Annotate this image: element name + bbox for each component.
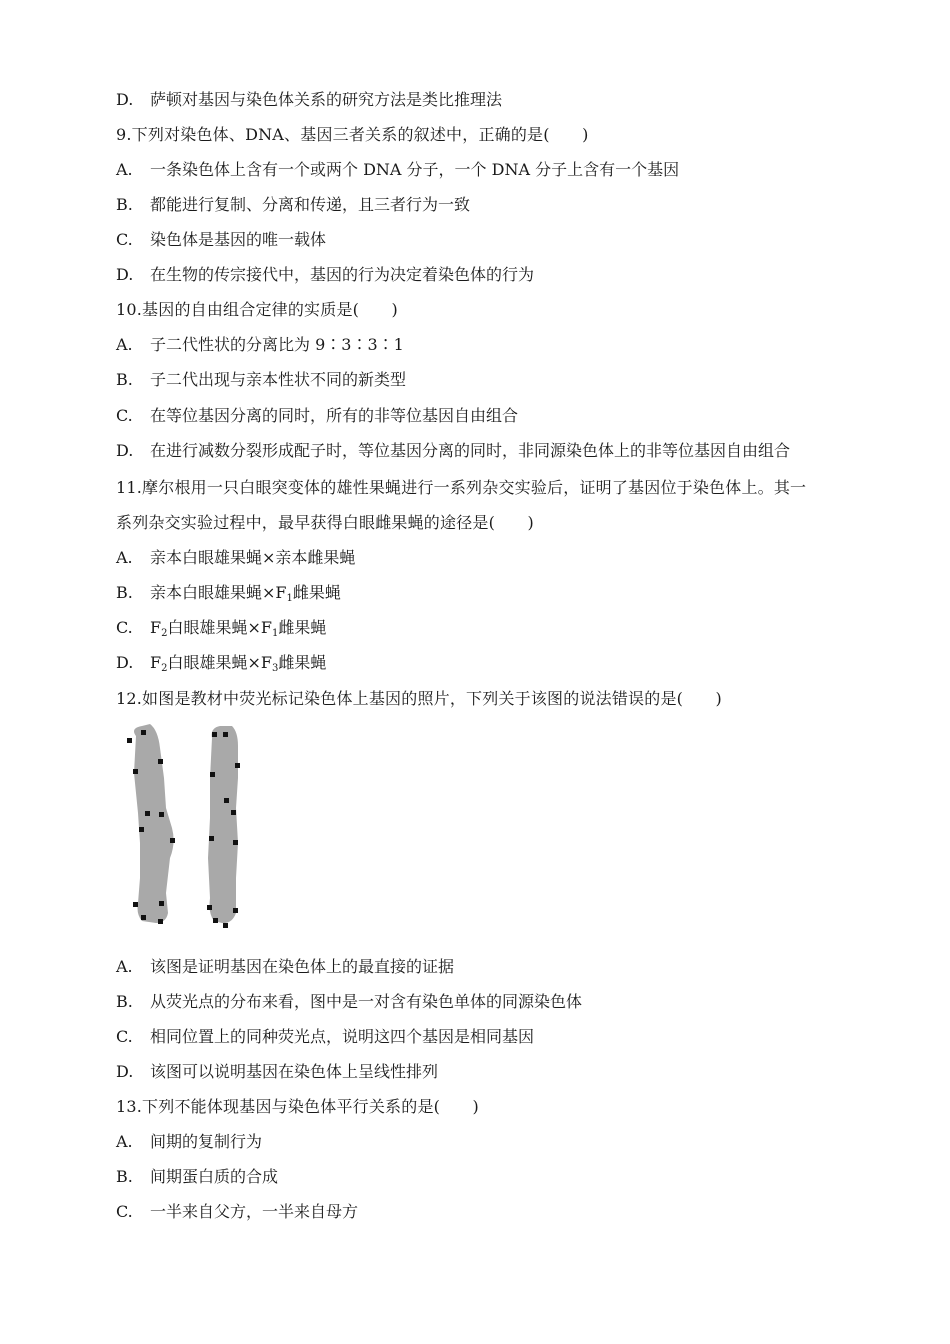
q13-stem: 13.下列不能体现基因与染色体平行关系的是( ) xyxy=(116,1097,479,1116)
q13-option-a xyxy=(116,1132,262,1152)
option-letter: B. xyxy=(116,370,133,389)
fluorescent-dot xyxy=(231,810,236,815)
option-text-post: 雌果蝇 xyxy=(278,653,327,672)
option-letter: A. xyxy=(116,1132,133,1151)
subscript: 2 xyxy=(161,628,168,639)
fluorescent-dot xyxy=(233,908,238,913)
chromosome-figure xyxy=(120,718,250,936)
q8-option-d xyxy=(116,90,502,110)
option-text: 该图可以说明基因在染色体上呈线性排列 xyxy=(150,1062,439,1081)
option-letter: B. xyxy=(116,1167,133,1186)
q10-option-d xyxy=(116,441,790,461)
q9-stem: 9.下列对染色体、DNA、基因三者关系的叙述中，正确的是( ) xyxy=(116,125,589,144)
option-text: 一条染色体上含有一个或两个 DNA 分子，一个 DNA 分子上含有一个基因 xyxy=(150,160,680,179)
fluorescent-dot xyxy=(133,769,138,774)
q9-option-c xyxy=(116,230,326,250)
option-text-pre: F xyxy=(150,653,162,672)
fluorescent-dot xyxy=(141,730,146,735)
fluorescent-dot xyxy=(213,918,218,923)
fluorescent-dot xyxy=(127,738,132,743)
option-text: 一半来自父方，一半来自母方 xyxy=(150,1202,359,1221)
fluorescent-dot xyxy=(209,836,214,841)
option-letter: C. xyxy=(116,230,133,249)
chromosome-left xyxy=(134,724,174,923)
chromosome-right xyxy=(208,726,238,923)
option-text: 在生物的传宗接代中，基因的行为决定着染色体的行为 xyxy=(150,265,535,284)
q12-option-b xyxy=(116,992,582,1012)
option-text: 萨顿对基因与染色体关系的研究方法是类比推理法 xyxy=(150,90,503,109)
option-text-post: 雌果蝇 xyxy=(278,618,327,637)
option-text: 亲本白眼雄果蝇×亲本雌果蝇 xyxy=(150,548,356,567)
option-text: 子二代出现与亲本性状不同的新类型 xyxy=(150,370,407,389)
q10-option-c xyxy=(116,406,518,426)
option-text: 都能进行复制、分离和传递，且三者行为一致 xyxy=(150,195,471,214)
fluorescent-dot xyxy=(233,840,238,845)
fluorescent-dot xyxy=(210,772,215,777)
option-letter: A. xyxy=(116,160,133,179)
q12-option-a xyxy=(116,957,454,977)
option-letter: D. xyxy=(116,1062,134,1081)
option-text-pre: 亲本白眼雄果蝇×F xyxy=(150,583,287,602)
option-letter: D. xyxy=(116,441,134,460)
q12-stem: 12.如图是教材中荧光标记染色体上基因的照片，下列关于该图的说法错误的是( ) xyxy=(116,689,722,708)
q12-option-d xyxy=(116,1062,438,1082)
option-text-pre: F xyxy=(150,618,162,637)
subscript: 2 xyxy=(161,663,168,674)
option-text: 子二代性状的分离比为 9∶3∶3∶1 xyxy=(150,335,404,354)
fluorescent-dot xyxy=(159,812,164,817)
fluorescent-dot xyxy=(159,901,164,906)
option-letter: B. xyxy=(116,583,133,602)
fluorescent-dot xyxy=(141,915,146,920)
q13-option-c xyxy=(116,1202,358,1222)
q10-stem: 10.基因的自由组合定律的实质是( ) xyxy=(116,300,398,319)
option-text: 该图是证明基因在染色体上的最直接的证据 xyxy=(150,957,455,976)
q13-option-b xyxy=(116,1167,278,1187)
option-text: 在等位基因分离的同时，所有的非等位基因自由组合 xyxy=(150,406,519,425)
subscript: 1 xyxy=(272,628,279,639)
fluorescent-dot xyxy=(207,905,212,910)
q11-option-b xyxy=(116,583,341,603)
fluorescent-dot xyxy=(223,732,228,737)
q9-option-a xyxy=(116,160,679,180)
fluorescent-dot xyxy=(224,798,229,803)
q11-stem-line1: 11.摩尔根用一只白眼突变体的雄性果蝇进行一系列杂交实验后，证明了基因位于染色体上。其一 xyxy=(116,478,807,497)
option-letter: A. xyxy=(116,957,133,976)
option-text: 相同位置上的同种荧光点，说明这四个基因是相同基因 xyxy=(150,1027,535,1046)
option-letter: D. xyxy=(116,90,134,109)
q10-option-a xyxy=(116,335,404,355)
subscript: 3 xyxy=(272,663,279,674)
option-text: 从荧光点的分布来看，图中是一对含有染色单体的同源染色体 xyxy=(150,992,583,1011)
fluorescent-dot xyxy=(145,811,150,816)
option-letter: C. xyxy=(116,406,133,425)
option-text: 在进行减数分裂形成配子时，等位基因分离的同时，非同源染色体上的非等位基因自由组合 xyxy=(150,441,791,460)
fluorescent-dot xyxy=(170,838,175,843)
chromosome-svg xyxy=(120,718,250,936)
option-text-mid: 白眼雄果蝇×F xyxy=(167,653,272,672)
option-text: 染色体是基因的唯一载体 xyxy=(150,230,327,249)
q9-option-b xyxy=(116,195,470,215)
subscript: 1 xyxy=(286,593,293,604)
q11-option-c xyxy=(116,618,326,638)
option-letter: A. xyxy=(116,548,133,567)
option-text-mid: 白眼雄果蝇×F xyxy=(167,618,272,637)
option-letter: A. xyxy=(116,335,133,354)
option-letter: C. xyxy=(116,1202,133,1221)
fluorescent-dot xyxy=(223,923,228,928)
fluorescent-dot xyxy=(235,763,240,768)
q10-option-b xyxy=(116,370,406,390)
q9-option-d xyxy=(116,265,534,285)
option-letter: C. xyxy=(116,1027,133,1046)
option-letter: B. xyxy=(116,195,133,214)
option-letter: C. xyxy=(116,618,133,637)
q12-option-c xyxy=(116,1027,534,1047)
q11-option-d xyxy=(116,653,326,673)
option-text: 间期蛋白质的合成 xyxy=(150,1167,279,1186)
fluorescent-dot xyxy=(212,732,217,737)
q11-option-a xyxy=(116,548,355,568)
fluorescent-dot xyxy=(158,919,163,924)
option-letter: D. xyxy=(116,653,134,672)
option-text: 间期的复制行为 xyxy=(150,1132,263,1151)
q11-stem-line2: 系列杂交实验过程中，最早获得白眼雌果蝇的途径是( ) xyxy=(116,513,534,532)
option-letter: B. xyxy=(116,992,133,1011)
option-letter: D. xyxy=(116,265,134,284)
option-text-post: 雌果蝇 xyxy=(292,583,341,602)
fluorescent-dot xyxy=(158,759,163,764)
fluorescent-dot xyxy=(139,827,144,832)
fluorescent-dot xyxy=(133,902,138,907)
